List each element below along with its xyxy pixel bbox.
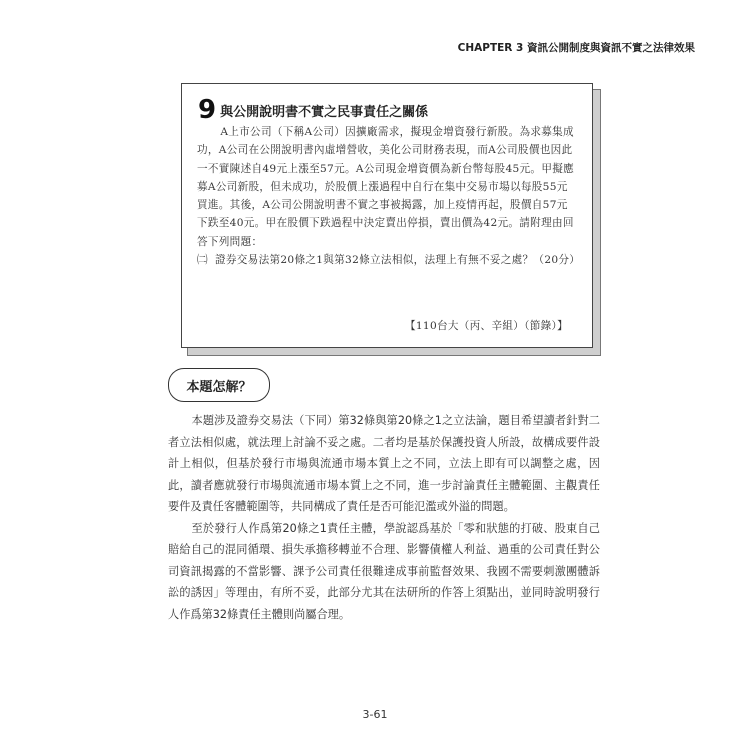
- case-paragraph: A上市公司（下稱A公司）因擴廠需求，擬現金增資發行新股。為求募集成功，A公司在公開說明書內虛增營收，美化公司財務表現，而A公司股價也因此一不實陳述自49元上漲至57元。A公司現金增資價為新台幣每股45元。甲擬應募A公司新股，但未成功，於股價上漲過程中自行在集中交易市場以每股55元買進。其後，A公司公開說明書不實之事被揭露，加上疫情再起，股價自57元下跌至40元。甲在股價下跌過程中決定賣出停損，賣出價為42元。請附理由回答下列問題：: [197, 126, 575, 248]
- chapter-header: [458, 40, 695, 55]
- answer-body: [168, 410, 600, 625]
- case-body: [197, 123, 581, 269]
- chapter-title: 資訊公開制度與資訊不實之法律效果: [527, 42, 695, 54]
- case-title: [198, 95, 429, 125]
- case-question: [197, 251, 581, 269]
- case-box: [181, 83, 593, 348]
- chapter-label: CHAPTER 3: [457, 42, 524, 54]
- case-title-text: 與公開說明書不實之民事責任之關係: [220, 104, 429, 120]
- answer-label: 本題怎解？: [186, 379, 252, 395]
- answer-paragraph-2: 至於發行人作爲第20條之1責任主體，學說認爲基於「零和狀態的打破、股東自己賠給自己的混同循環、損失承擔移轉並不合理、影響債權人利益、過重的公司責任對公司資訊揭露的不當影響、課予公司責任很難達成事前監督效果、我國不需要刺激團體訴訟的誘因」等理由，有所不妥，此部分尤其在法研所的作答上須點出，並同時說明發行人作爲第32條責任主體則尚屬合理。: [168, 521, 600, 621]
- question-marker: ㈡: [197, 254, 208, 267]
- page-number: 3-61: [362, 708, 388, 721]
- case-source: 【110台大（丙、辛組）（節錄）】: [404, 320, 568, 332]
- answer-label-bubble: [168, 368, 270, 402]
- question-text: 證券交易法第20條之1與第32條立法相似，法理上有無不妥之處？（20分）: [215, 254, 581, 267]
- case-number: 9: [198, 95, 217, 125]
- answer-paragraph-1: 本題涉及證券交易法（下同）第32條與第20條之1之立法論，題目希望讀者針對二者立法相似處，就法理上討論不妥之處。二者均是基於保護投資人所設，故構成要件設計上相似，但基於發行市場與流通市場本質上之不同，立法上即有可以調整之處，因此，讀者應就發行市場與流通市場本質上之不同，進一步討論責任主體範圍、主觀責任要件及責任客體範圍等，共同構成了責任是否可能氾濫或外溢的問題。: [168, 414, 600, 513]
